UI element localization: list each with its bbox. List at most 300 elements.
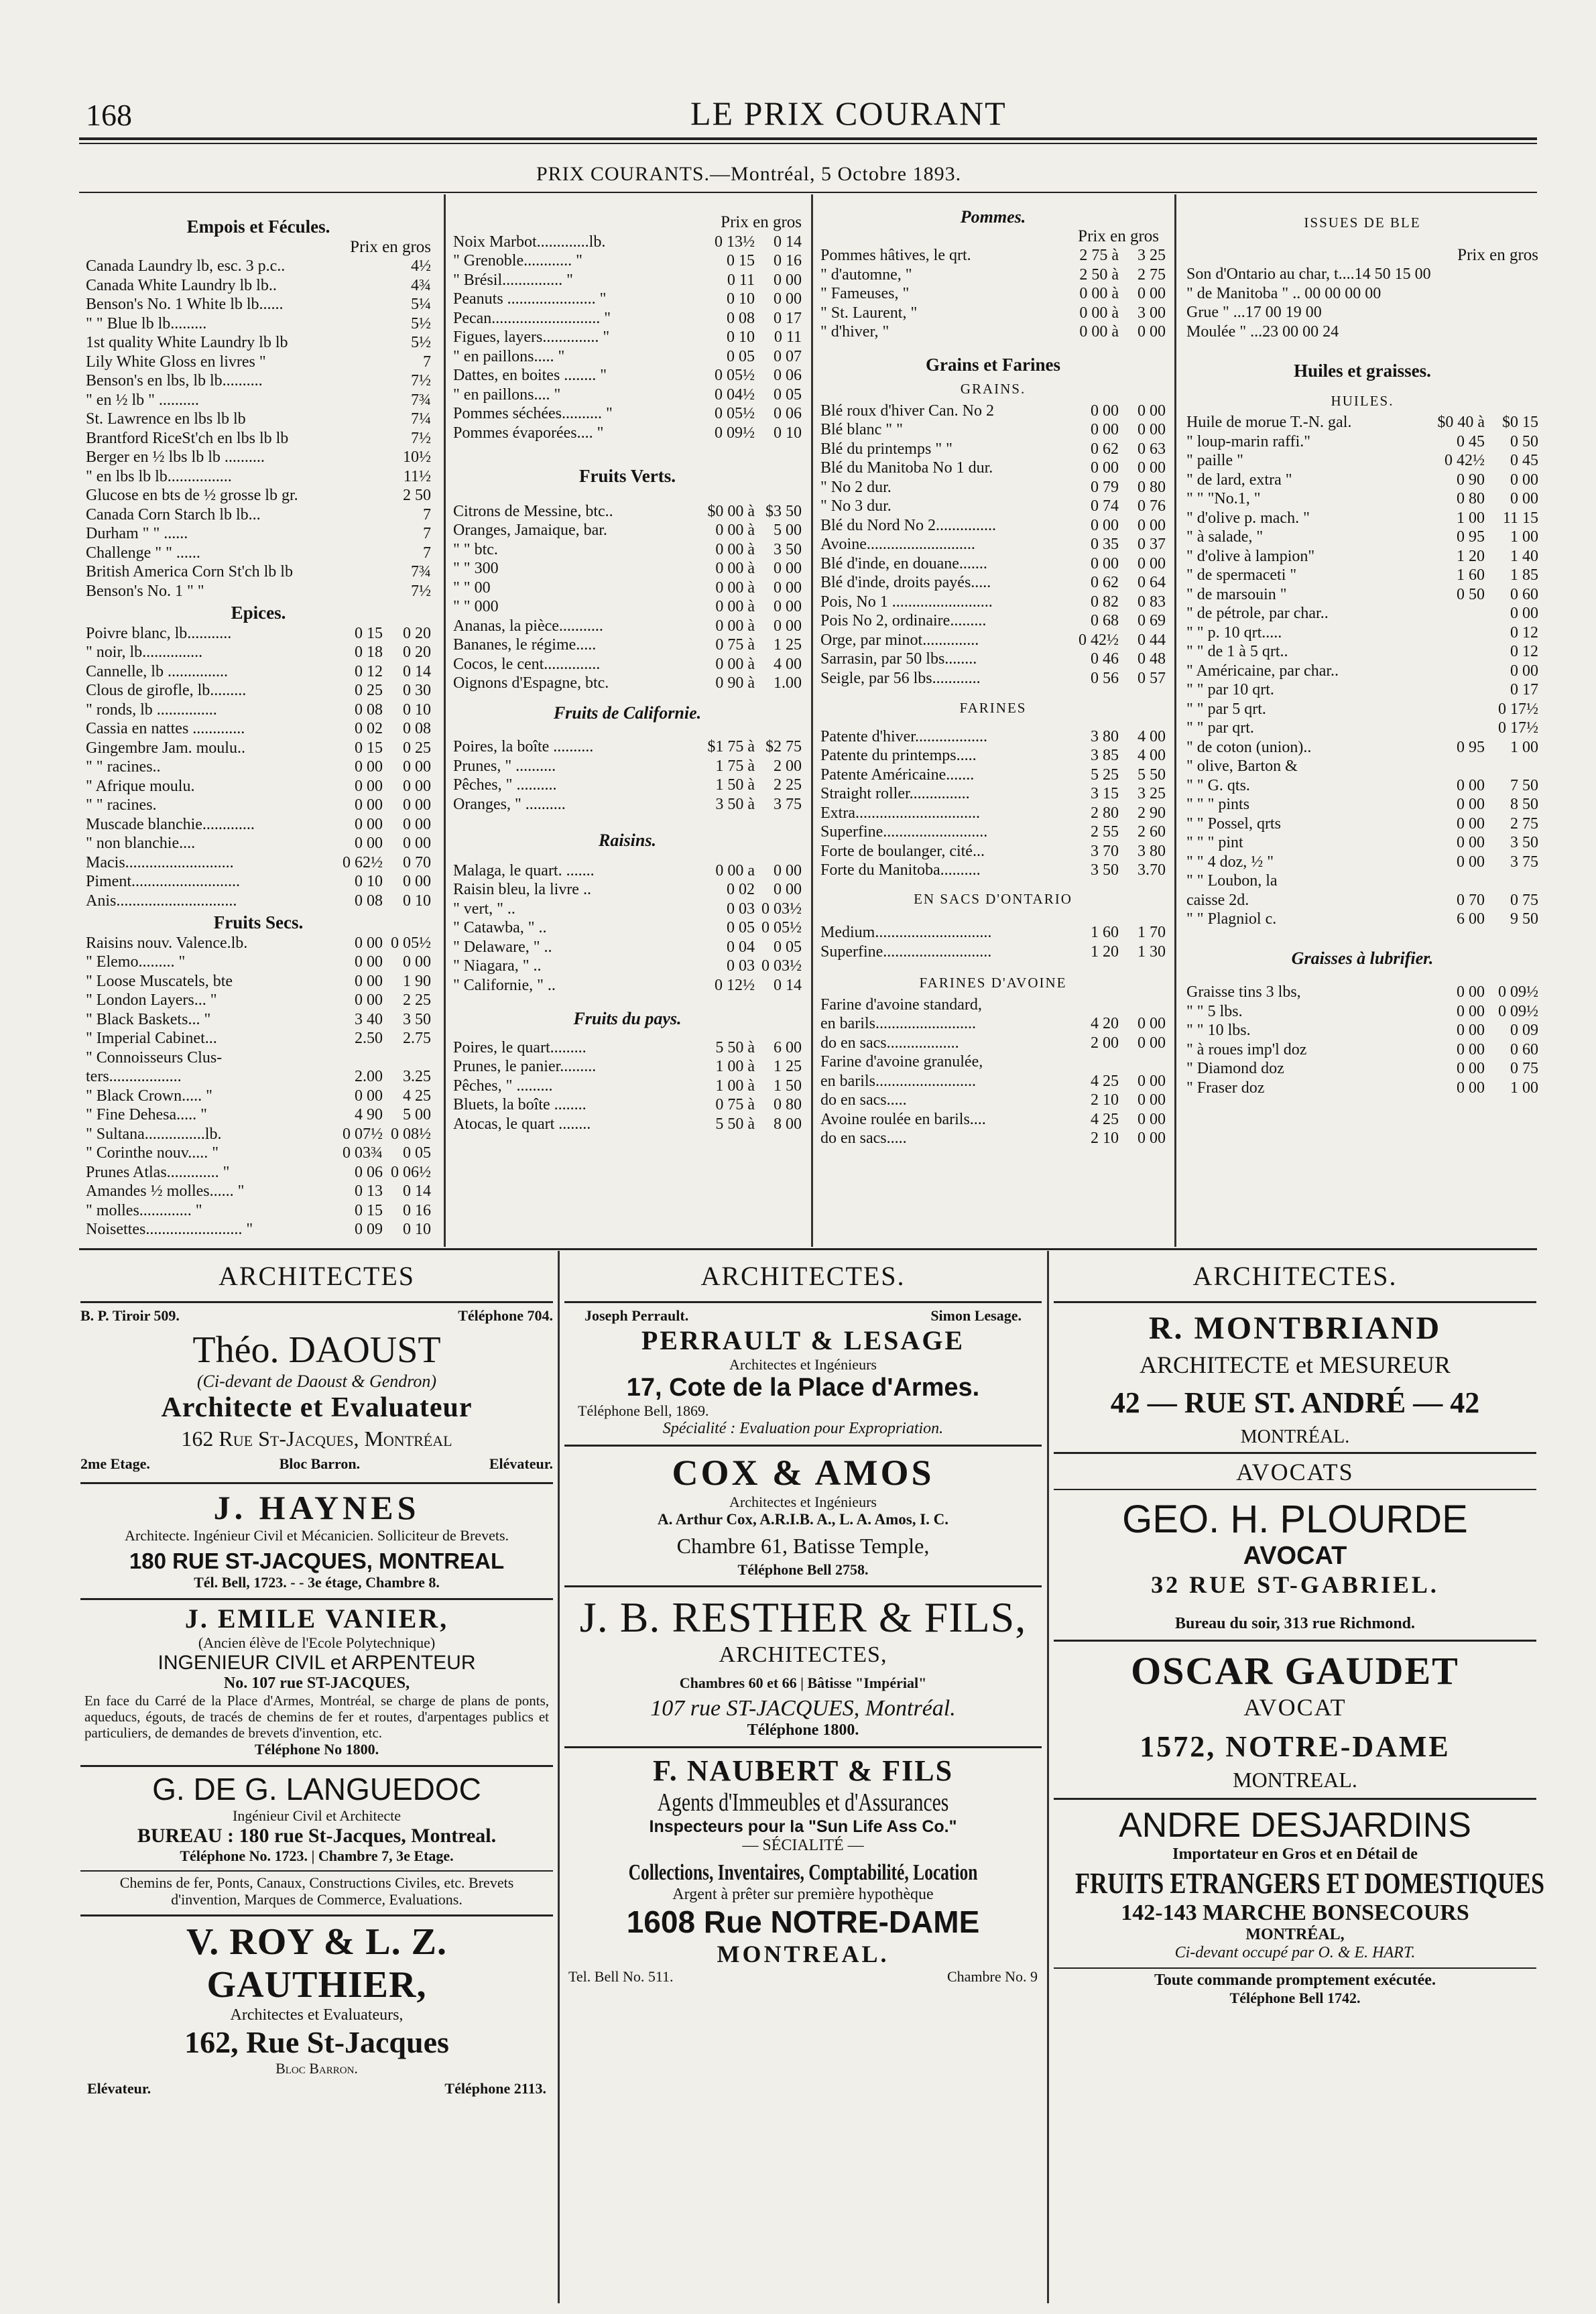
price-low: 0 00: [355, 1087, 383, 1105]
item-label: " paille ": [1186, 452, 1243, 469]
price-high: 3.70: [1138, 861, 1166, 879]
price-high: 0 00: [1138, 516, 1166, 534]
price-high: [1485, 871, 1538, 891]
price-row: [1186, 566, 1538, 585]
price-high: 0 20: [403, 624, 431, 642]
price-low: [1418, 719, 1485, 738]
roy-gauthier-bloc: Bloc Barron.: [275, 2060, 358, 2077]
item-label: " d'automne, ": [820, 265, 912, 284]
price-high: 0 00: [1138, 402, 1166, 420]
price-low: 2 10: [1091, 1130, 1119, 1147]
avocats-heading: AVOCATS: [1236, 1459, 1354, 1485]
price-row: [453, 776, 802, 795]
price-high: 0 00: [1138, 554, 1166, 572]
item-label: " " 00: [453, 578, 491, 597]
price-row: [1186, 489, 1538, 509]
item-label: en barils.........................: [820, 1072, 976, 1090]
price-row: [86, 777, 431, 796]
daoust-bloc: Bloc Barron.: [279, 1455, 361, 1472]
item-label: Pois, No 1 .........................: [820, 593, 993, 611]
item-label: Oranges, " ..........: [453, 795, 566, 813]
languedoc-address: BUREAU : 180 rue St-Jacques, Montreal.: [137, 1825, 497, 1847]
haynes-tel: Tél. Bell, 1723. - - 3e étage, Chambre 8.: [194, 1574, 440, 1591]
item-label: Anis..............................: [86, 892, 237, 910]
price-low: 0 68: [1091, 612, 1119, 629]
price-high: 2 25: [774, 776, 802, 794]
cox-amos-members: A. Arthur Cox, A.R.I.B. A., L. A. Amos, I. C.: [657, 1511, 949, 1528]
item-label: " Grenoble............ ": [453, 252, 582, 269]
price-row: [453, 540, 802, 560]
page-subtitle: PRIX COURANTS.—Montréal, 5 Octobre 1893.: [536, 163, 962, 185]
price-low: 0 08: [727, 309, 755, 327]
desjardins-fruits: FRUITS ETRANGERS ET DOMESTIQUES: [1075, 1867, 1545, 1900]
price-row: [453, 347, 802, 367]
price-row: [1186, 413, 1538, 432]
price-high: 3.25: [403, 1068, 431, 1085]
item-label: Prunes, " ..........: [453, 757, 556, 775]
price-row: [820, 861, 1166, 880]
price-low: 0 00: [1457, 1002, 1485, 1020]
price-low: 3 50: [1091, 861, 1119, 879]
item-label: " " p. 10 qrt.....: [1186, 623, 1282, 642]
item-label: Figues, layers.............. ": [453, 328, 610, 346]
item-label: Canada White Laundry lb lb..: [86, 276, 277, 294]
col-empois-epices-fruits-secs: [86, 215, 431, 1239]
item-label: Challenge " " ......: [86, 544, 200, 562]
price-low: 0 00 à: [715, 617, 755, 635]
price-high: 0 00: [774, 578, 802, 597]
price-row: [453, 309, 802, 328]
desjardins-name: ANDRE DESJARDINS: [1119, 1806, 1471, 1845]
ads-rule: [79, 1248, 1537, 1250]
item-label: Forte de boulanger, cité...: [820, 842, 985, 860]
item-label: " " 10 lbs.: [1186, 1022, 1251, 1039]
price-high: 4 00: [1138, 747, 1166, 764]
price-low: 0 00: [355, 796, 383, 814]
price-row: [86, 448, 431, 467]
price-high: 0 00: [403, 796, 431, 814]
price-row: [86, 295, 431, 314]
price-row: [86, 1163, 431, 1182]
plourde-soir: Bureau du soir, 313 rue Richmond.: [1174, 1615, 1416, 1632]
price-row: [86, 505, 431, 525]
roy-gauthier-title: Architectes et Evaluateurs,: [230, 2006, 404, 2024]
price-row: [86, 582, 431, 601]
price-high: 8 00: [774, 1115, 802, 1133]
header-rule-2: [79, 143, 1537, 144]
item-label: Farine d'avoine granulée,: [820, 1053, 983, 1071]
price-row: [820, 784, 1166, 804]
price-low: 0 09: [355, 1221, 383, 1238]
vanier-desc: En face du Carré de la Place d'Armes, Montréal, se charge de plans de ponts, aqueducs, égouts, de tracés de chemins de fer et routes, d'arpentages publics et particuliers, de demandes de brevets d'invention, etc.: [84, 1693, 549, 1741]
price-low: 0 10: [355, 873, 383, 890]
price-high: 0 00: [403, 758, 431, 776]
item-label: Amandes ½ molles...... ": [86, 1182, 245, 1200]
item-label: " olive, Barton &: [1186, 757, 1298, 775]
perrault-title: Architectes et Ingénieurs: [729, 1356, 877, 1373]
section-raisins-title: Raisins.: [599, 831, 656, 850]
price-low: [1418, 623, 1485, 643]
item-label: Peanuts ...................... ": [453, 290, 607, 308]
price-high: 0 00: [774, 598, 802, 615]
price-low: [1418, 642, 1485, 662]
price-high: 0 08½: [391, 1125, 431, 1143]
item-price: 7: [423, 505, 431, 524]
item-price: 11½: [403, 467, 431, 485]
item-label: St. Lawrence en lbs lb lb: [86, 410, 246, 428]
gaudet-name: OSCAR GAUDET: [1131, 1649, 1459, 1693]
ads-divider-1: [558, 1251, 560, 2303]
ad-heading: ARCHITECTES.: [700, 1261, 906, 1291]
price-low: 0 12½: [715, 976, 755, 994]
price-row: [453, 957, 802, 976]
item-label: " de pétrole, par char..: [1186, 605, 1329, 622]
price-row: [820, 322, 1166, 342]
desjardins-city: MONTRÉAL,: [1245, 1926, 1345, 1943]
item-price: 5½: [411, 314, 431, 332]
montbriand-address: 42 — RUE ST. ANDRÉ — 42: [1110, 1386, 1480, 1419]
price-low: 0 00: [1457, 834, 1485, 851]
price-row: [86, 467, 431, 487]
price-high: 1 50: [774, 1077, 802, 1095]
price-row: [1186, 853, 1538, 872]
item-price: 7¾: [411, 563, 431, 581]
naubert-city: MONTREAL.: [717, 1941, 889, 1967]
ad-heading: ARCHITECTES: [218, 1261, 416, 1291]
item-label: en barils.........................: [820, 1015, 976, 1032]
item-label: " molles............. ": [86, 1201, 202, 1219]
price-low: 1 75 à: [715, 757, 755, 775]
item-label: do en sacs.....: [820, 1130, 907, 1147]
price-row: [820, 1129, 1166, 1148]
price-low: 0 08: [355, 701, 383, 719]
daoust-etage: 2me Etage.: [80, 1455, 150, 1472]
price-low: 0 00 à: [1079, 285, 1119, 302]
sacs-ontario-subtitle: EN SACS D'ONTARIO: [914, 890, 1072, 907]
haynes-desc: Architecte. Ingénieur Civil et Mécanicien. Solliciteur de Brevets.: [124, 1527, 509, 1544]
price-row: [820, 823, 1166, 842]
item-label: Pois No 2, ordinaire.........: [820, 612, 987, 629]
price-high: 0 37: [1138, 536, 1166, 553]
price-high: 0 20: [403, 644, 431, 661]
price-low: 0 62: [1091, 574, 1119, 591]
price-row: [86, 562, 431, 582]
item-label: " " par 10 qrt.: [1186, 681, 1274, 698]
section-fruits-secs-title: Fruits Secs.: [213, 912, 304, 932]
price-row: [820, 1052, 1166, 1072]
price-row: [86, 1067, 431, 1087]
price-row: [453, 578, 802, 598]
price-row: [820, 554, 1166, 574]
price-row: [86, 1182, 431, 1201]
price-high: [383, 1048, 431, 1068]
subtitle-rule: [79, 192, 1537, 193]
price-row: [820, 304, 1166, 323]
price-low: 0 00: [1457, 853, 1485, 871]
price-row: Son d'Ontario au char, t....14 50 15 00: [1186, 265, 1431, 283]
item-label: " " par qrt.: [1186, 719, 1254, 737]
item-label: Blé du Nord No 2...............: [820, 516, 996, 534]
price-high: 0 00: [1510, 605, 1538, 622]
naubert-specialite: — SÉCIALITÉ —: [742, 1837, 864, 1854]
price-row: [1186, 471, 1538, 490]
price-row: [86, 1010, 431, 1030]
price-low: [1418, 662, 1485, 681]
price-high: 3 25: [1138, 247, 1166, 264]
price-row: [453, 617, 802, 636]
price-low: 5 50 à: [715, 1038, 755, 1056]
farines-avoine-subtitle: FARINES D'AVOINE: [919, 975, 1067, 991]
section-huiles-graisses-title: Huiles et graisses.: [1294, 361, 1431, 381]
page-title: LE PRIX COURANT: [690, 95, 1007, 132]
price-low: 0 00 a: [715, 861, 755, 879]
price-low: 0 05½: [715, 367, 755, 384]
price-high: 0 11: [774, 328, 802, 346]
price-row: [86, 796, 431, 815]
price-row: [86, 1087, 431, 1106]
price-row: [820, 497, 1166, 516]
cox-amos-title: Architectes et Ingénieurs: [729, 1494, 877, 1510]
item-label: Brantford RiceSt'ch en lbs lb lb: [86, 429, 289, 447]
price-high: 0 57: [1138, 669, 1166, 687]
price-row: [820, 1072, 1166, 1091]
price-row: [1186, 547, 1538, 566]
item-label: Raisins nouv. Valence.lb.: [86, 934, 248, 952]
price-row: [453, 521, 802, 540]
ads-col-2: [564, 1260, 1042, 1986]
daoust-prev: (Ci-devant de Daoust & Gendron): [196, 1372, 437, 1391]
item-label: " vert, " ..: [453, 900, 515, 918]
desjardins-address: 142-143 MARCHE BONSECOURS: [1121, 1900, 1469, 1925]
item-label: Prunes Atlas............. ": [86, 1163, 230, 1181]
item-label: " " par 5 qrt.: [1186, 700, 1266, 718]
price-low: 1 60: [1091, 924, 1119, 941]
price-row: [453, 251, 802, 271]
price-high: 0 75: [1510, 1060, 1538, 1077]
item-label: caisse 2d.: [1186, 891, 1249, 909]
price-high: [1485, 757, 1538, 776]
price-low: 0 15: [355, 739, 383, 757]
item-label: do en sacs.....: [820, 1091, 907, 1109]
item-label: Blé d'inde, droits payés.....: [820, 574, 991, 591]
price-row: [820, 265, 1166, 285]
price-low: 4 20: [1091, 1015, 1119, 1032]
price-low: 0 62½: [343, 853, 383, 871]
price-row: [1186, 1021, 1538, 1040]
price-low: [1418, 757, 1485, 776]
price-row: [453, 597, 802, 617]
price-row: [1186, 680, 1538, 700]
price-row: [86, 853, 431, 873]
grains-list: [820, 402, 1166, 688]
price-row: [86, 486, 431, 505]
price-low: 0 06: [355, 1163, 383, 1181]
plourde-title: AVOCAT: [1243, 1542, 1347, 1570]
price-row: [453, 1115, 802, 1134]
price-row: [86, 739, 431, 758]
price-high: 3 50: [403, 1010, 431, 1028]
col-noix-fruits: [453, 213, 802, 1134]
price-row: [453, 861, 802, 881]
price-high: 5 00: [403, 1106, 431, 1123]
perrault-right: Simon Lesage.: [930, 1307, 1022, 1324]
item-label: " Fine Dehesa..... ": [86, 1106, 207, 1123]
price-row: [86, 1201, 431, 1221]
item-label: Huile de morue T.-N. gal.: [1186, 414, 1352, 431]
item-label: " Catawba, " ..: [453, 919, 547, 936]
item-label: " London Layers... ": [86, 991, 217, 1009]
item-label: Benson's en lbs, lb lb..........: [86, 372, 263, 389]
price-row: [820, 727, 1166, 747]
price-row: [1186, 795, 1538, 814]
item-label: " en ½ lb " ..........: [86, 391, 199, 409]
naubert-address: 1608 Rue NOTRE-DAME: [626, 1904, 980, 1939]
price-row: [820, 593, 1166, 612]
item-label: " Américaine, par char..: [1186, 662, 1339, 680]
item-label: Extra...............................: [820, 804, 980, 822]
issues-list: [1186, 265, 1538, 341]
item-label: " à roues imp'l doz: [1186, 1040, 1307, 1058]
haynes-name: J. HAYNES: [213, 1489, 420, 1526]
price-row: [453, 655, 802, 674]
price-high: 0 76: [1138, 497, 1166, 515]
item-label: " Niagara, " ..: [453, 957, 542, 975]
price-low: 1 00 à: [715, 1077, 755, 1095]
price-header: Prix en gros: [350, 237, 431, 256]
item-label: Seigle, par 56 lbs............: [820, 669, 981, 687]
item-label: Dattes, en boites ........ ": [453, 367, 607, 384]
price-high: 1 30: [1138, 942, 1166, 961]
price-high: 0 44: [1138, 631, 1166, 649]
resther-name: J. B. RESTHER & FILS,: [579, 1593, 1027, 1641]
col-divider-2: [811, 194, 813, 1247]
price-high: 0 63: [1138, 440, 1166, 458]
item-label: Cannelle, lb ...............: [86, 662, 228, 680]
price-high: 0 00: [1510, 490, 1538, 507]
naubert-chambre: Chambre No. 9: [946, 1968, 1038, 1985]
item-price: 7½: [411, 429, 431, 447]
price-low: 0 13: [355, 1182, 383, 1200]
naubert-title: Agents d'Immeubles et d'Assurances: [657, 1788, 949, 1817]
price-low: 0 00 à: [1079, 323, 1119, 341]
price-low: 0 02: [727, 881, 755, 898]
price-low: 1 50 à: [715, 776, 755, 794]
naubert-collections: Collections, Inventaires, Comptabilité, Location: [628, 1860, 978, 1885]
price-high: 0 00: [1138, 1130, 1166, 1147]
price-low: 2 55: [1091, 823, 1119, 841]
montbriand-name: R. MONTBRIAND: [1148, 1311, 1442, 1346]
item-label: Prunes, le panier.........: [453, 1058, 597, 1075]
price-low: 3 40: [355, 1010, 383, 1028]
item-label: " de lard, extra ": [1186, 471, 1292, 489]
price-row: [1186, 1059, 1538, 1079]
price-low: 0 00: [355, 991, 383, 1009]
price-low: 0 90 à: [715, 674, 755, 692]
price-row: [1186, 451, 1538, 471]
price-row: [1186, 757, 1538, 776]
price-row: [86, 757, 431, 777]
price-low: 3 50 à: [715, 795, 755, 813]
price-row: [453, 502, 802, 522]
price-low: 5 50 à: [715, 1115, 755, 1133]
item-label: " en lbs lb lb................: [86, 467, 232, 485]
price-row: [1186, 642, 1538, 662]
price-high: 1 40: [1510, 547, 1538, 565]
price-low: 4 25: [1091, 1072, 1119, 1090]
roy-gauthier-tel: Téléphone 2113.: [444, 2080, 546, 2097]
price-low: 1 00 à: [715, 1058, 755, 1075]
price-high: 0 03½: [761, 957, 802, 975]
item-label: Ananas, la pièce...........: [453, 617, 603, 635]
item-label: Noix Marbot.............lb.: [453, 233, 606, 251]
price-row: [820, 284, 1166, 304]
price-low: 0 03¾: [343, 1144, 383, 1162]
price-low: 0 45: [1457, 432, 1485, 450]
price-high: 0 16: [403, 1201, 431, 1219]
price-high: 7 50: [1510, 776, 1538, 794]
price-high: 0 60: [1510, 1040, 1538, 1058]
item-label: Bananes, le régime.....: [453, 636, 597, 654]
price-high: 0 08: [403, 720, 431, 737]
price-low: 0 10: [727, 290, 755, 308]
item-label: Atocas, le quart ........: [453, 1115, 591, 1133]
pommes-list: [820, 246, 1166, 342]
price-low: 0 11: [727, 271, 755, 289]
price-low: 2 75 à: [1079, 247, 1119, 264]
languedoc-tel: Téléphone No. 1723. | Chambre 7, 3e Etage.: [180, 1847, 454, 1864]
item-price: 4½: [411, 257, 431, 275]
price-row: [86, 815, 431, 835]
price-high: 0 12: [1510, 643, 1538, 660]
price-high: 0 00: [403, 835, 431, 852]
price-low: $1 75 à: [707, 738, 755, 755]
price-low: 0 07½: [343, 1125, 383, 1143]
price-high: 1 00: [1510, 528, 1538, 546]
item-label: " Imperial Cabinet...: [86, 1030, 217, 1047]
price-row: " de Manitoba " .. 00 00 00 00: [1186, 284, 1382, 302]
item-label: Muscade blanchie.............: [86, 815, 255, 833]
price-low: 0 15: [355, 624, 383, 642]
price-row: [86, 544, 431, 563]
item-label: Pommes séchées.......... ": [453, 405, 613, 422]
item-label: Poires, la boîte ..........: [453, 738, 594, 755]
price-high: 0 03½: [761, 900, 802, 918]
price-row: [453, 271, 802, 290]
price-row: [1186, 700, 1538, 719]
item-label: Benson's No. 1 White lb lb......: [86, 296, 284, 313]
price-low: 0 04: [727, 938, 755, 956]
section-fruits-verts-title: Fruits Verts.: [579, 466, 676, 486]
price-high: 3 75: [1510, 853, 1538, 871]
price-high: 0 10: [403, 892, 431, 910]
price-low: 0 15: [355, 1201, 383, 1219]
price-high: 0 30: [403, 682, 431, 699]
price-high: 0 00: [774, 861, 802, 879]
price-high: 0 00: [403, 777, 431, 795]
item-label: " " Plagniol c.: [1186, 910, 1277, 928]
price-row: [86, 701, 431, 720]
price-header: Prix en gros: [721, 213, 802, 231]
price-row: [1186, 814, 1538, 834]
price-row: [86, 1048, 431, 1068]
price-row: [86, 314, 431, 334]
montbriand-city: MONTRÉAL.: [1240, 1426, 1350, 1447]
price-high: 1.00: [774, 674, 802, 692]
price-low: 2.50: [355, 1030, 383, 1047]
price-row: [1186, 623, 1538, 643]
price-row: [1186, 509, 1538, 528]
item-label: " St. Laurent, ": [820, 304, 918, 322]
